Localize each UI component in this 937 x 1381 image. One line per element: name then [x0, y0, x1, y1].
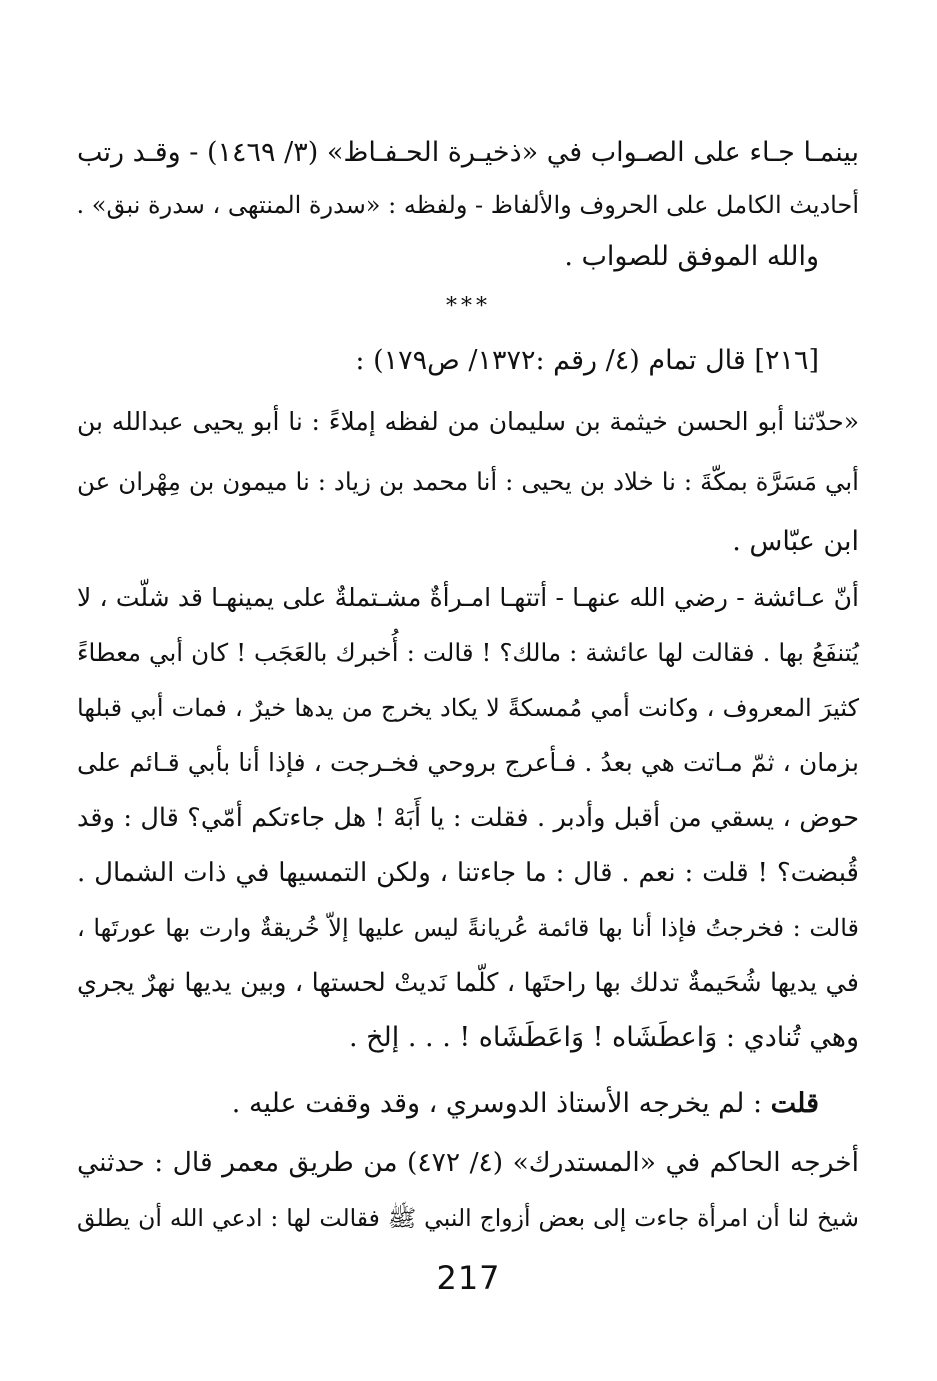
comment-line — [77, 1082, 819, 1126]
hadith-reference: [٢١٦] قال تمام (٤/ رقم :١٣٧٢/ ص١٧٩) : — [355, 345, 819, 376]
text-line-3: والله الموفق للصواب . — [564, 241, 819, 272]
text-line-7: ابن عبّاس . — [732, 526, 859, 557]
text-line-19: أخرجه الحاكم في «المستدرك» (٤/ ٤٧٢) من طريق معمر قال : حدثني — [77, 1147, 859, 1178]
text-line-1: بينمـا جـاء على الصـواب في «ذخيـرة الحـفـاظ» (٣/ ١٤٦٩) - وقـد رتب — [77, 137, 860, 168]
text-line-14: قالت : فخرجتُ فإذا أنا بها قائمة عُريانةً ليس عليها إلاّ خُريقةٌ وارت بها عورتَها ، — [77, 914, 860, 942]
text-line-6: أبي مَسَرَّة بمكّةَ : نا خلاد بن يحيى : أنا محمد بن زياد : نا ميمون بن مِهْران عن — [77, 467, 859, 496]
text-line-20: شيخ لنا أن امرأة جاءت إلى بعض أزواج النبي ﷺ فقالت لها : ادعي الله أن يطلق — [77, 1204, 859, 1232]
section-separator: *** — [446, 294, 491, 319]
comment-text: : لم يخرجه الأستاذ الدوسري ، وقد وقفت عليه . — [231, 1088, 771, 1119]
text-line-8: أنّ عـائشة - رضي الله عنهـا - أتتهـا امـرأةٌ مشـتملةٌ على يمينهـا قد شلّت ، لا — [77, 583, 859, 612]
text-line-5: «حدّثنا أبو الحسن خيثمة بن سليمان من لفظه إملاءً : نا أبو يحيى عبدالله بن — [77, 407, 859, 436]
text-line-11: بزمان ، ثمّ مـاتت هي بعدُ . فـأعرج بروحي فخـرجت ، فإذا أنا بأبي قـائم على — [77, 748, 859, 777]
comment-label: قلت — [770, 1088, 819, 1119]
text-line-16: وهي تُنادي : وَاعطَشَاه ! وَاعَطَشَاه ! . . . إلخ . — [348, 1022, 859, 1053]
text-line-15: في يديها شُحَيمةٌ تدلك بها راحتَها ، كلّما نَديتْ لحستها ، وبين يديها نهرٌ يجري — [77, 968, 859, 998]
text-line-12: حوض ، يسقي من أقبل وأدبر . فقلت : يا أَبَهْ ! هل جاءتكم أمّي؟ قال : وقد — [77, 803, 859, 833]
text-line-9: يُتنفَعُ بها . فقالت لها عائشة : مالك؟ ! قالت : أُخبرك بالعَجَب ! كان أبي معطاءً — [77, 638, 859, 667]
text-line-2: أحاديث الكامل على الحروف والألفاظ - ولفظه : «سدرة المنتهى ، سدرة نبق» . — [76, 191, 859, 219]
text-line-10: كثيرَ المعروف ، وكانت أمي مُمسكةً لا يكاد يخرج من يدها خيرٌ ، فمات أبي قبلها — [77, 694, 859, 722]
page-number: 217 — [436, 1259, 501, 1297]
text-line-13: قُبضت؟ ! قلت : نعم . قال : ما جاءتنا ، ولكن التمسيها في ذات الشمال . — [77, 858, 859, 888]
